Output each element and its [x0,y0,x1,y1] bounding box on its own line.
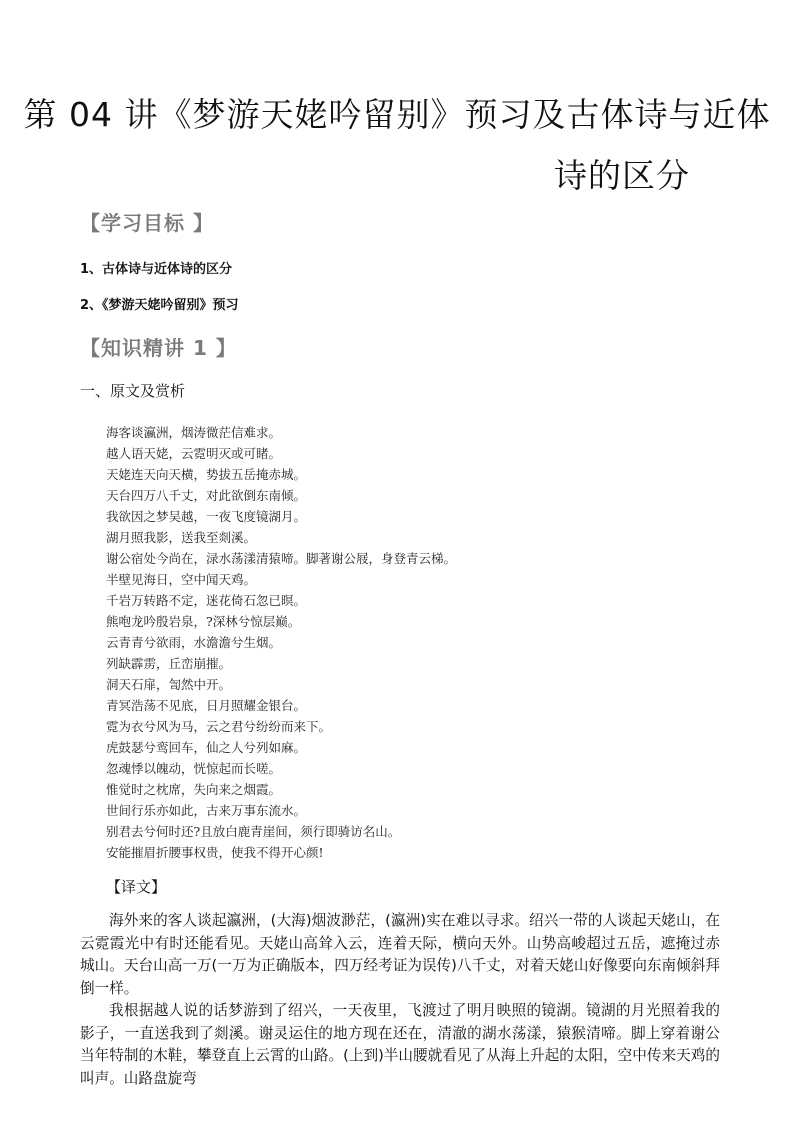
translation-heading: 【译文】 [106,878,167,896]
poem-line: 青冥浩荡不见底，日月照耀金银台。 [106,698,307,713]
poem-text [106,422,456,863]
poem-line: 天姥连天向天横，势拔五岳掩赤城。 [106,467,307,482]
page-title-continued: 诗的区分 [554,156,690,195]
poem-line: 海客谈瀛洲，烟涛微茫信难求。 [106,425,282,440]
poem-line: 半壁见海日，空中闻天鸡。 [106,572,257,587]
poem-line: 惟觉时之枕席，失向来之烟霞。 [106,782,282,797]
poem-line: 熊咆龙吟殷岩泉，?深林兮惊层巅。 [106,614,301,629]
page-title: 第 04 讲《梦游天姥吟留别》预习及古体诗与近体 [23,95,771,134]
poem-line: 天台四万八千丈，对此欲倒东南倾。 [106,488,307,503]
goal-item: 1、古体诗与近体诗的区分 [80,262,233,277]
poem-line: 越人语天姥，云霓明灭或可睹。 [106,446,282,461]
poem-line: 别君去兮何时还?且放白鹿青崖间，须行即骑访名山。 [106,824,401,839]
original-text-heading: 一、原文及赏析 [80,382,186,400]
poem-line: 谢公宿处今尚在，渌水荡漾清猿啼。脚著谢公屐，身登青云梯。 [106,551,457,566]
goal-item: 2、《梦游天姥吟留别》预习 [80,298,239,313]
poem-line: 云青青兮欲雨，水澹澹兮生烟。 [106,635,282,650]
poem-line: 千岩万转路不定，迷花倚石忽已暝。 [106,593,307,608]
poem-line: 我欲因之梦吴越，一夜飞度镜湖月。 [106,509,307,524]
knowledge-heading: 【知识精讲 1 】 [80,336,237,360]
translation-paragraph: 我根据越人说的话梦游到了绍兴，一天夜里，飞渡过了明月映照的镜湖。镜湖的月光照着我的影子，一直送我到了剡溪。谢灵运住的地方现在还在，清澈的湖水荡漾，猿猴清啼。脚上穿着谢公当年特制的木鞋，攀登直上云霄的山路。(上到)半山腰就看见了从海上升起的太阳，空中传来天鸡的叫声。山路盘旋弯 [80,1002,720,1087]
translation-paragraph: 海外来的客人谈起瀛洲，(大海)烟波渺茫，(瀛洲)实在难以寻求。绍兴一带的人谈起天姥山，在云霓霞光中有时还能看见。天姥山高耸入云，连着天际，横向天外。山势高峻超过五岳，遮掩过赤城山。天台山高一万(一万为正确版本，四万经考证为误传)八千丈，对着天姥山好像要向东南倾斜拜倒一样。 [80,912,720,997]
poem-line: 列缺霹雳，丘峦崩摧。 [106,656,232,671]
poem-line: 湖月照我影，送我至剡溪。 [106,530,257,545]
poem-line: 忽魂悸以魄动，恍惊起而长嗟。 [106,761,282,776]
learning-goals-heading: 【学习目标 】 [80,211,214,235]
poem-line: 世间行乐亦如此，古来万事东流水。 [106,803,307,818]
translation-text [80,910,720,1090]
poem-line: 洞天石扉，訇然中开。 [106,677,232,692]
poem-line: 虎鼓瑟兮鸾回车，仙之人兮列如麻。 [106,740,307,755]
poem-line: 霓为衣兮风为马，云之君兮纷纷而来下。 [106,719,332,734]
poem-line: 安能摧眉折腰事权贵，使我不得开心颜! [106,845,324,860]
